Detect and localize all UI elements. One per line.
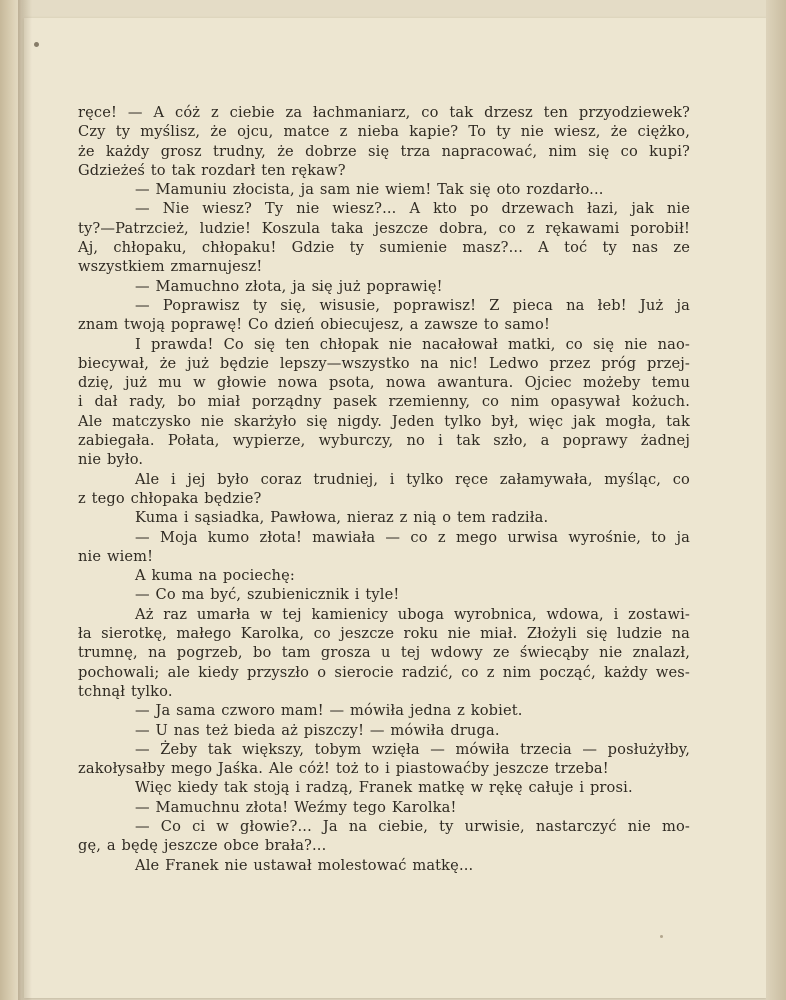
text-line: — U nas też bieda aż piszczy! — mówiła druga. [135,721,500,739]
right-page-edge [766,0,786,1000]
body-text [78,103,690,875]
text-line: Kuma i sąsiadka, Pawłowa, nieraz z nią o tem radziła. [135,509,549,527]
gutter-shadow [18,0,32,1000]
text-line: — Ja sama czworo mam! — mówiła jedna z kobiet. [135,702,523,720]
text-line: Ale i jej było coraz trudniej, i tylko ręce załamywała, myśląc, co [135,470,690,488]
text-line: trumnę, na pogrzeb, bo tam grosza u tej wdowy ze świecąby nie znalazł, [78,644,690,662]
text-line: Ale Franek nie ustawał molestować matkę... [135,856,474,874]
text-line: gę, a będę jeszcze obce brała?... [78,837,327,855]
text-line: zakołysałby mego Jaśka. Ale cóż! toż to i piastowaćby jeszcze trzeba! [78,760,609,778]
text-line: dzię, już mu w głowie nowa psota, nowa awantura. Ojciec możeby temu [78,374,690,392]
text-line: i dał rady, bo miał porządny pasek rzemienny, co nim opasywał kożuch. [78,393,690,411]
text-line: znam twoją poprawę! Co dzień obiecujesz, a zawsze to samo! [78,316,550,334]
text-line: — Nie wiesz? Ty nie wiesz?... A kto po drzewach łazi, jak nie [135,200,690,218]
text-line: ręce! — A cóż z ciebie za łachmaniarz, co tak drzesz ten przyodziewek? [78,104,690,121]
text-line: — Co ci w głowie?... Ja na ciebie, ty urwisie, nastarczyć nie mo- [135,817,690,835]
text-line: ła sierotkę, małego Karolka, co jeszcze roku nie miał. Złożyli się ludzie na [78,625,690,643]
text-line: Czy ty myślisz, że ojcu, matce z nieba kapie? To ty nie wiesz, że ciężko, [78,123,690,141]
text-line: — Co ma być, szubienicznik i tyle! [135,586,400,604]
text-line: zabiegała. Połata, wypierze, wyburczy, no i tak szło, a poprawy żadnej [78,432,690,450]
text-line: — Mamuniu złocista, ja sam nie wiem! Tak się oto rozdarło... [135,181,604,199]
text-line: że każdy grosz trudny, że dobrze się trza napracować, nim się co kupi? [78,142,690,160]
text-line: A kuma na pociechę: [135,567,295,585]
text-line: Gdzieżeś to tak rozdarł ten rękaw? [78,161,346,179]
text-line: Więc kiedy tak stoją i radzą, Franek matkę w rękę całuje i prosi. [135,779,633,797]
text-line: nie wiem! [78,547,154,565]
text-line: ty?—Patrzcież, ludzie! Koszula taka jeszcze dobra, co z rękawami porobił! [78,219,690,237]
text-line: biecywał, że już będzie lepszy—wszystko na nic! Ledwo przez próg przej- [78,354,690,372]
text-line: — Żeby tak większy, tobym wzięła — mówiła trzecia — posłużyłby, [135,740,690,758]
page-speck [660,935,663,938]
text-line: z tego chłopaka będzie? [78,489,262,507]
text-line: — Poprawisz ty się, wisusie, poprawisz! Z pieca na łeb! Już ja [135,296,690,314]
text-line: Ale matczysko nie skarżyło się nigdy. Jeden tylko był, więc jak mogła, tak [78,412,690,430]
text-line: pochowali; ale kiedy przyszło o sierocie radzić, co z nim począć, każdy wes- [78,663,690,681]
text-line: — Mamuchnu złota! Weźmy tego Karolka! [135,798,457,816]
text-line: — Moja kumo złota! mawiała — co z mego urwisa wyrośnie, to ja [135,528,690,546]
text-line: tchnął tylko. [78,682,173,700]
text-line: I prawda! Co się ten chłopak nie nacałował matki, co się nie nao- [135,335,690,353]
text-line: wszystkiem zmarnujesz! [78,258,263,276]
text-line: nie było. [78,451,144,469]
text-line: Aż raz umarła w tej kamienicy uboga wyrobnica, wdowa, i zostawi- [135,605,690,623]
text-line: — Mamuchno złota, ja się już poprawię! [135,277,443,295]
text-line: Aj, chłopaku, chłopaku! Gdzie ty sumienie masz?... A toć ty nas ze [78,239,690,257]
page-speck [34,42,39,47]
